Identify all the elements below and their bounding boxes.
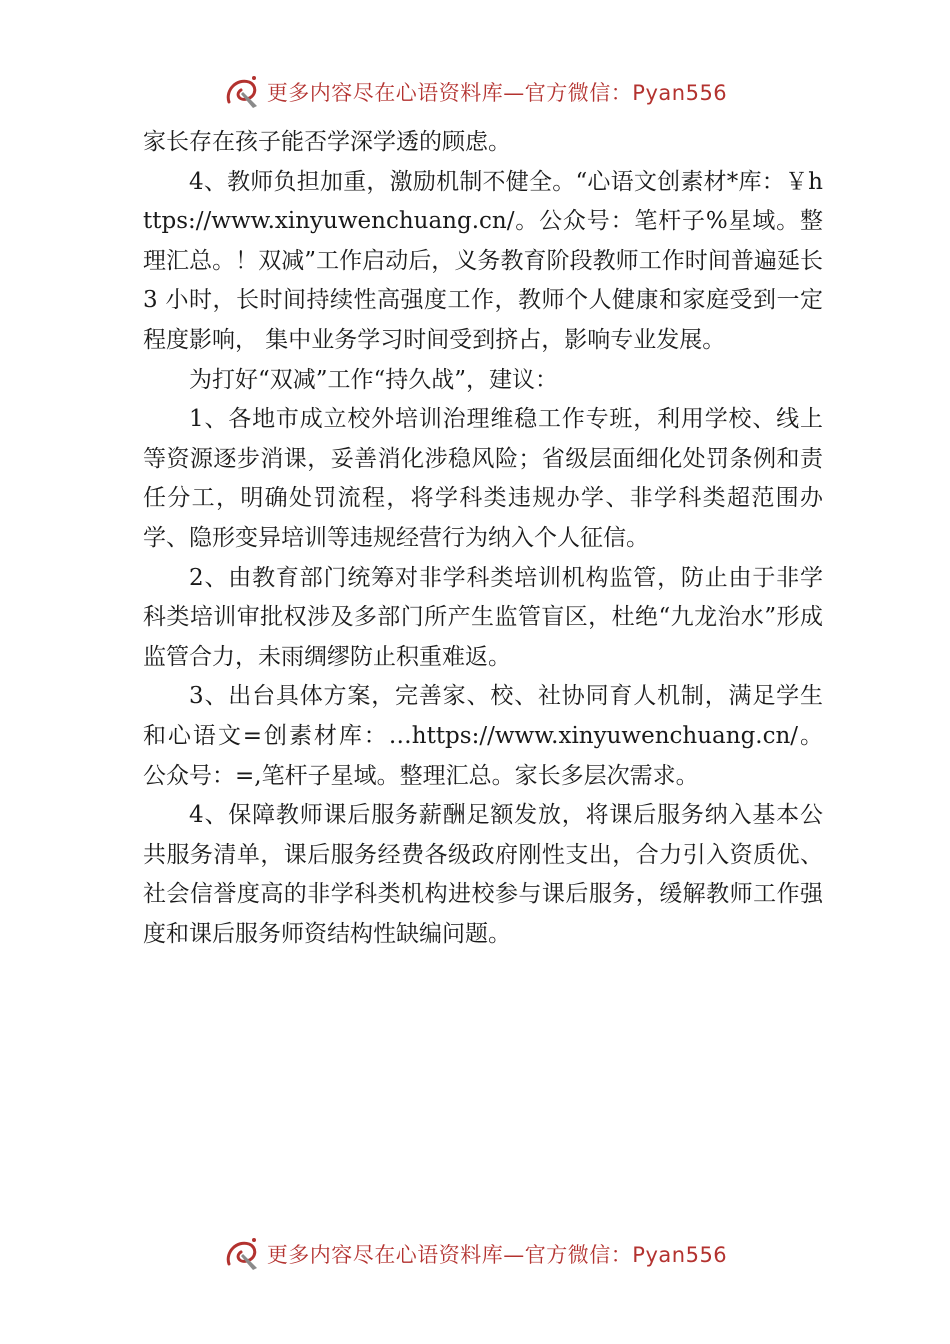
paragraph-suggestion-2: 2、由教育部门统筹对非学科类培训机构监管，防止由于非学科类培训审批权涉及多部门所产生监管盲区，杜绝“九龙治水”形成监管合力，未雨绸缪防止积重难返。 — [143, 564, 823, 670]
banner-text: 更多内容尽在心语资料库—官方微信：Pyan556 — [266, 81, 728, 105]
pen-nib-swirl-logo-icon — [223, 1234, 263, 1274]
paragraph-suggestion-1: 1、各地市成立校外培训治理维稳工作专班，利用学校、线上等资源逐步消课，妥善消化涉稳风险；省级层面细化处罚条例和责任分工，明确处罚流程，将学科类违规办学、非学科类超范围办学、隐形变异培训等违规经营行为纳入个人征信。 — [143, 406, 823, 551]
paragraph-suggestion-3: 3、出台具体方案，完善家、校、社协同育人机制，满足学生和心语文=创素材库：…https://www.xinyuwenchuang.cn/。公众号：=,笔杆子星域。整理汇总。家长多层次需求。 — [143, 683, 823, 789]
paragraph-suggestions-intro: 为打好“双减”工作“持久战”，建议： — [189, 366, 559, 393]
banner-text: 更多内容尽在心语资料库—官方微信：Pyan556 — [266, 1243, 728, 1267]
footer-banner — [0, 1232, 950, 1276]
header-banner — [0, 70, 950, 114]
document-body — [143, 123, 823, 954]
paragraph-suggestion-4: 4、保障教师课后服务薪酬足额发放，将课后服务纳入基本公共服务清单，课后服务经费各级政府刚性支出，合力引入资质优、社会信誉度高的非学科类机构进校参与课后服务，缓解教师工作强度和课后服务师资结构性缺编问题。 — [143, 802, 823, 947]
pen-nib-swirl-logo-icon — [223, 72, 263, 112]
paragraph-teacher-burden: 4、教师负担加重，激励机制不健全。“心语文创素材*库：￥https://www.xinyuwenchuang.cn/。公众号：笔杆子%星域。整理汇总。！双减”工作启动后，义务教育阶段教师工作时间普遍延长 3 小时，长时间持续性高强度工作，教师个人健康和家庭受到一定程度影响， 集中业务学习时间受到挤占，影响专业发展。 — [143, 168, 823, 353]
paragraph-continuation: 家长存在孩子能否学深学透的顾虑。 — [143, 129, 511, 155]
